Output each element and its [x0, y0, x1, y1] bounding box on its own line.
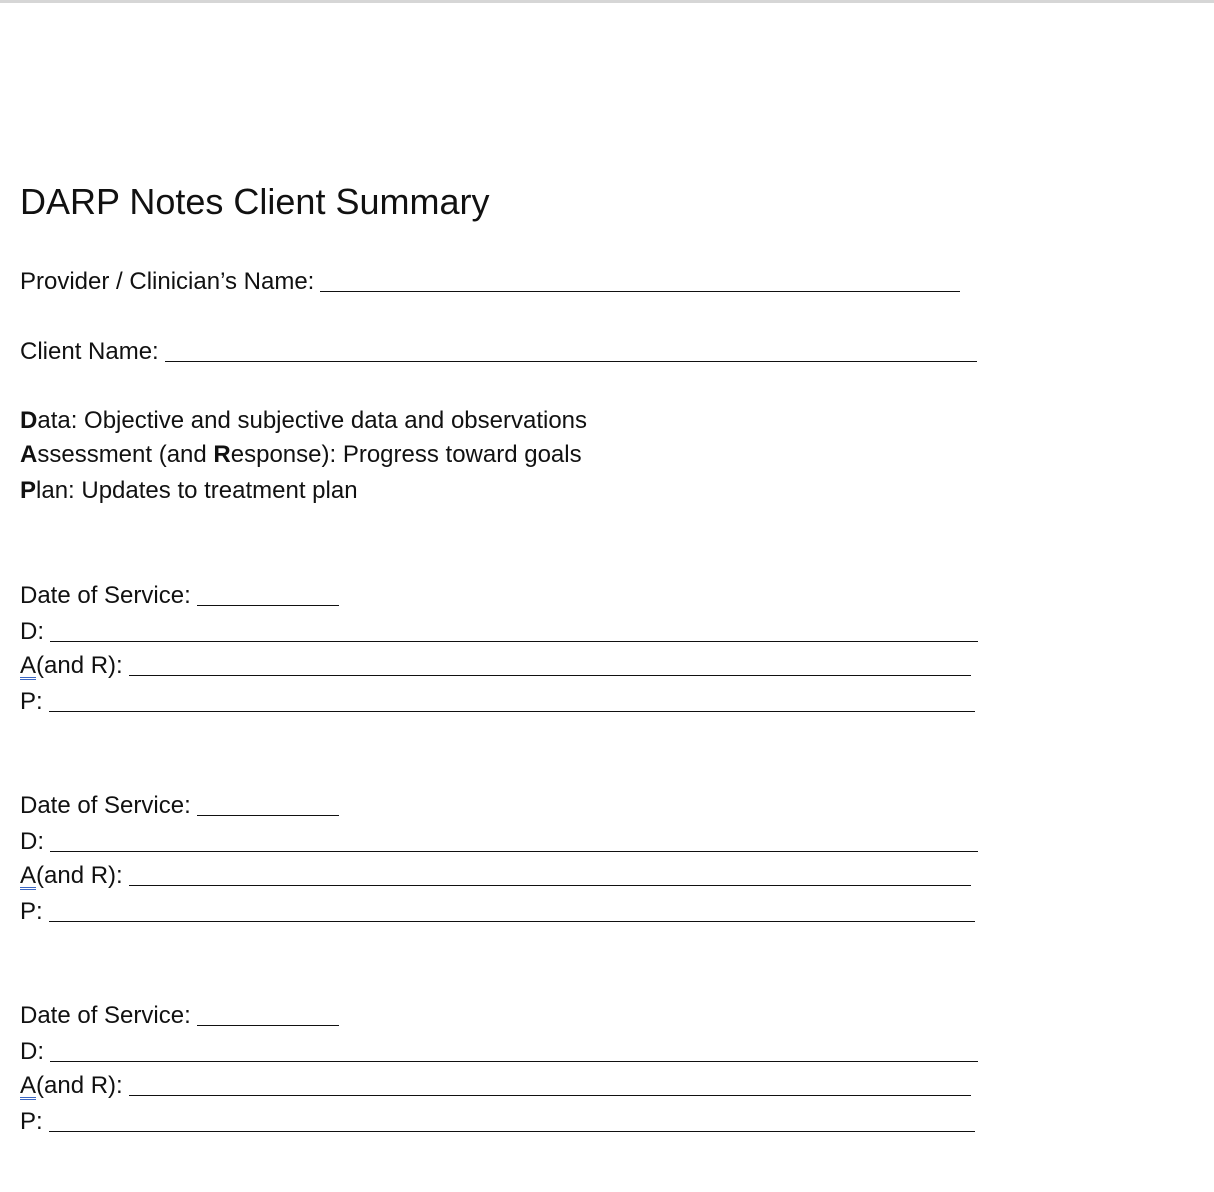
definition-letter: R	[213, 441, 231, 468]
assessment-label-rest: (and R):	[36, 652, 123, 679]
data-field	[20, 616, 978, 647]
spellcheck-marked-text[interactable]: A	[20, 862, 37, 889]
assessment-label	[20, 1071, 123, 1101]
provider-name-field	[20, 266, 960, 297]
spellcheck-marked-text[interactable]: A	[20, 652, 37, 679]
spellcheck-marked-text[interactable]: A	[20, 1072, 37, 1099]
plan-field	[20, 896, 975, 927]
assessment-field	[20, 860, 971, 891]
definition-assessment	[20, 440, 582, 470]
client-name-label: Client Name:	[20, 338, 159, 365]
date-of-service-label: Date of Service:	[20, 1002, 191, 1029]
date-of-service-blank[interactable]	[197, 793, 339, 816]
date-of-service-label: Date of Service:	[20, 582, 191, 609]
definition-text: ssessment (and	[37, 441, 214, 468]
client-name-blank[interactable]	[165, 339, 977, 362]
definition-data	[20, 406, 587, 436]
window-top-border	[0, 0, 1214, 3]
provider-name-label: Provider / Clinician’s Name:	[20, 268, 315, 295]
definition-plan	[20, 476, 358, 506]
data-label: D:	[20, 618, 44, 645]
data-field	[20, 826, 978, 857]
plan-blank[interactable]	[49, 1109, 975, 1132]
assessment-blank[interactable]	[129, 653, 971, 676]
date-of-service-blank[interactable]	[197, 1003, 339, 1026]
data-label: D:	[20, 1038, 44, 1065]
date-of-service-field	[20, 580, 339, 611]
assessment-label	[20, 651, 123, 681]
plan-label: P:	[20, 898, 43, 925]
assessment-field	[20, 1070, 971, 1101]
client-name-field	[20, 336, 977, 367]
plan-blank[interactable]	[49, 899, 975, 922]
assessment-label-rest: (and R):	[36, 862, 123, 889]
plan-blank[interactable]	[49, 689, 975, 712]
date-of-service-field	[20, 790, 339, 821]
definition-letter: P	[20, 477, 37, 504]
data-blank[interactable]	[50, 829, 978, 852]
definition-letter: A	[20, 441, 38, 468]
assessment-field	[20, 650, 971, 681]
assessment-label-rest: (and R):	[36, 1072, 123, 1099]
date-of-service-blank[interactable]	[197, 583, 339, 606]
plan-label: P:	[20, 1108, 43, 1135]
assessment-label	[20, 861, 123, 891]
plan-field	[20, 1106, 975, 1137]
date-of-service-label: Date of Service:	[20, 792, 191, 819]
data-blank[interactable]	[50, 1039, 978, 1062]
assessment-blank[interactable]	[129, 863, 971, 886]
definition-letter: D	[20, 407, 38, 434]
page-title: DARP Notes Client Summary	[20, 181, 490, 222]
definition-text: ata: Objective and subjective data and observations	[37, 407, 588, 434]
assessment-blank[interactable]	[129, 1073, 971, 1096]
data-blank[interactable]	[50, 619, 978, 642]
definition-text: esponse): Progress toward goals	[230, 441, 582, 468]
plan-label: P:	[20, 688, 43, 715]
date-of-service-field	[20, 1000, 339, 1031]
definition-text: lan: Updates to treatment plan	[36, 477, 358, 504]
plan-field	[20, 686, 975, 717]
data-field	[20, 1036, 978, 1067]
data-label: D:	[20, 828, 44, 855]
provider-name-blank[interactable]	[320, 269, 960, 292]
